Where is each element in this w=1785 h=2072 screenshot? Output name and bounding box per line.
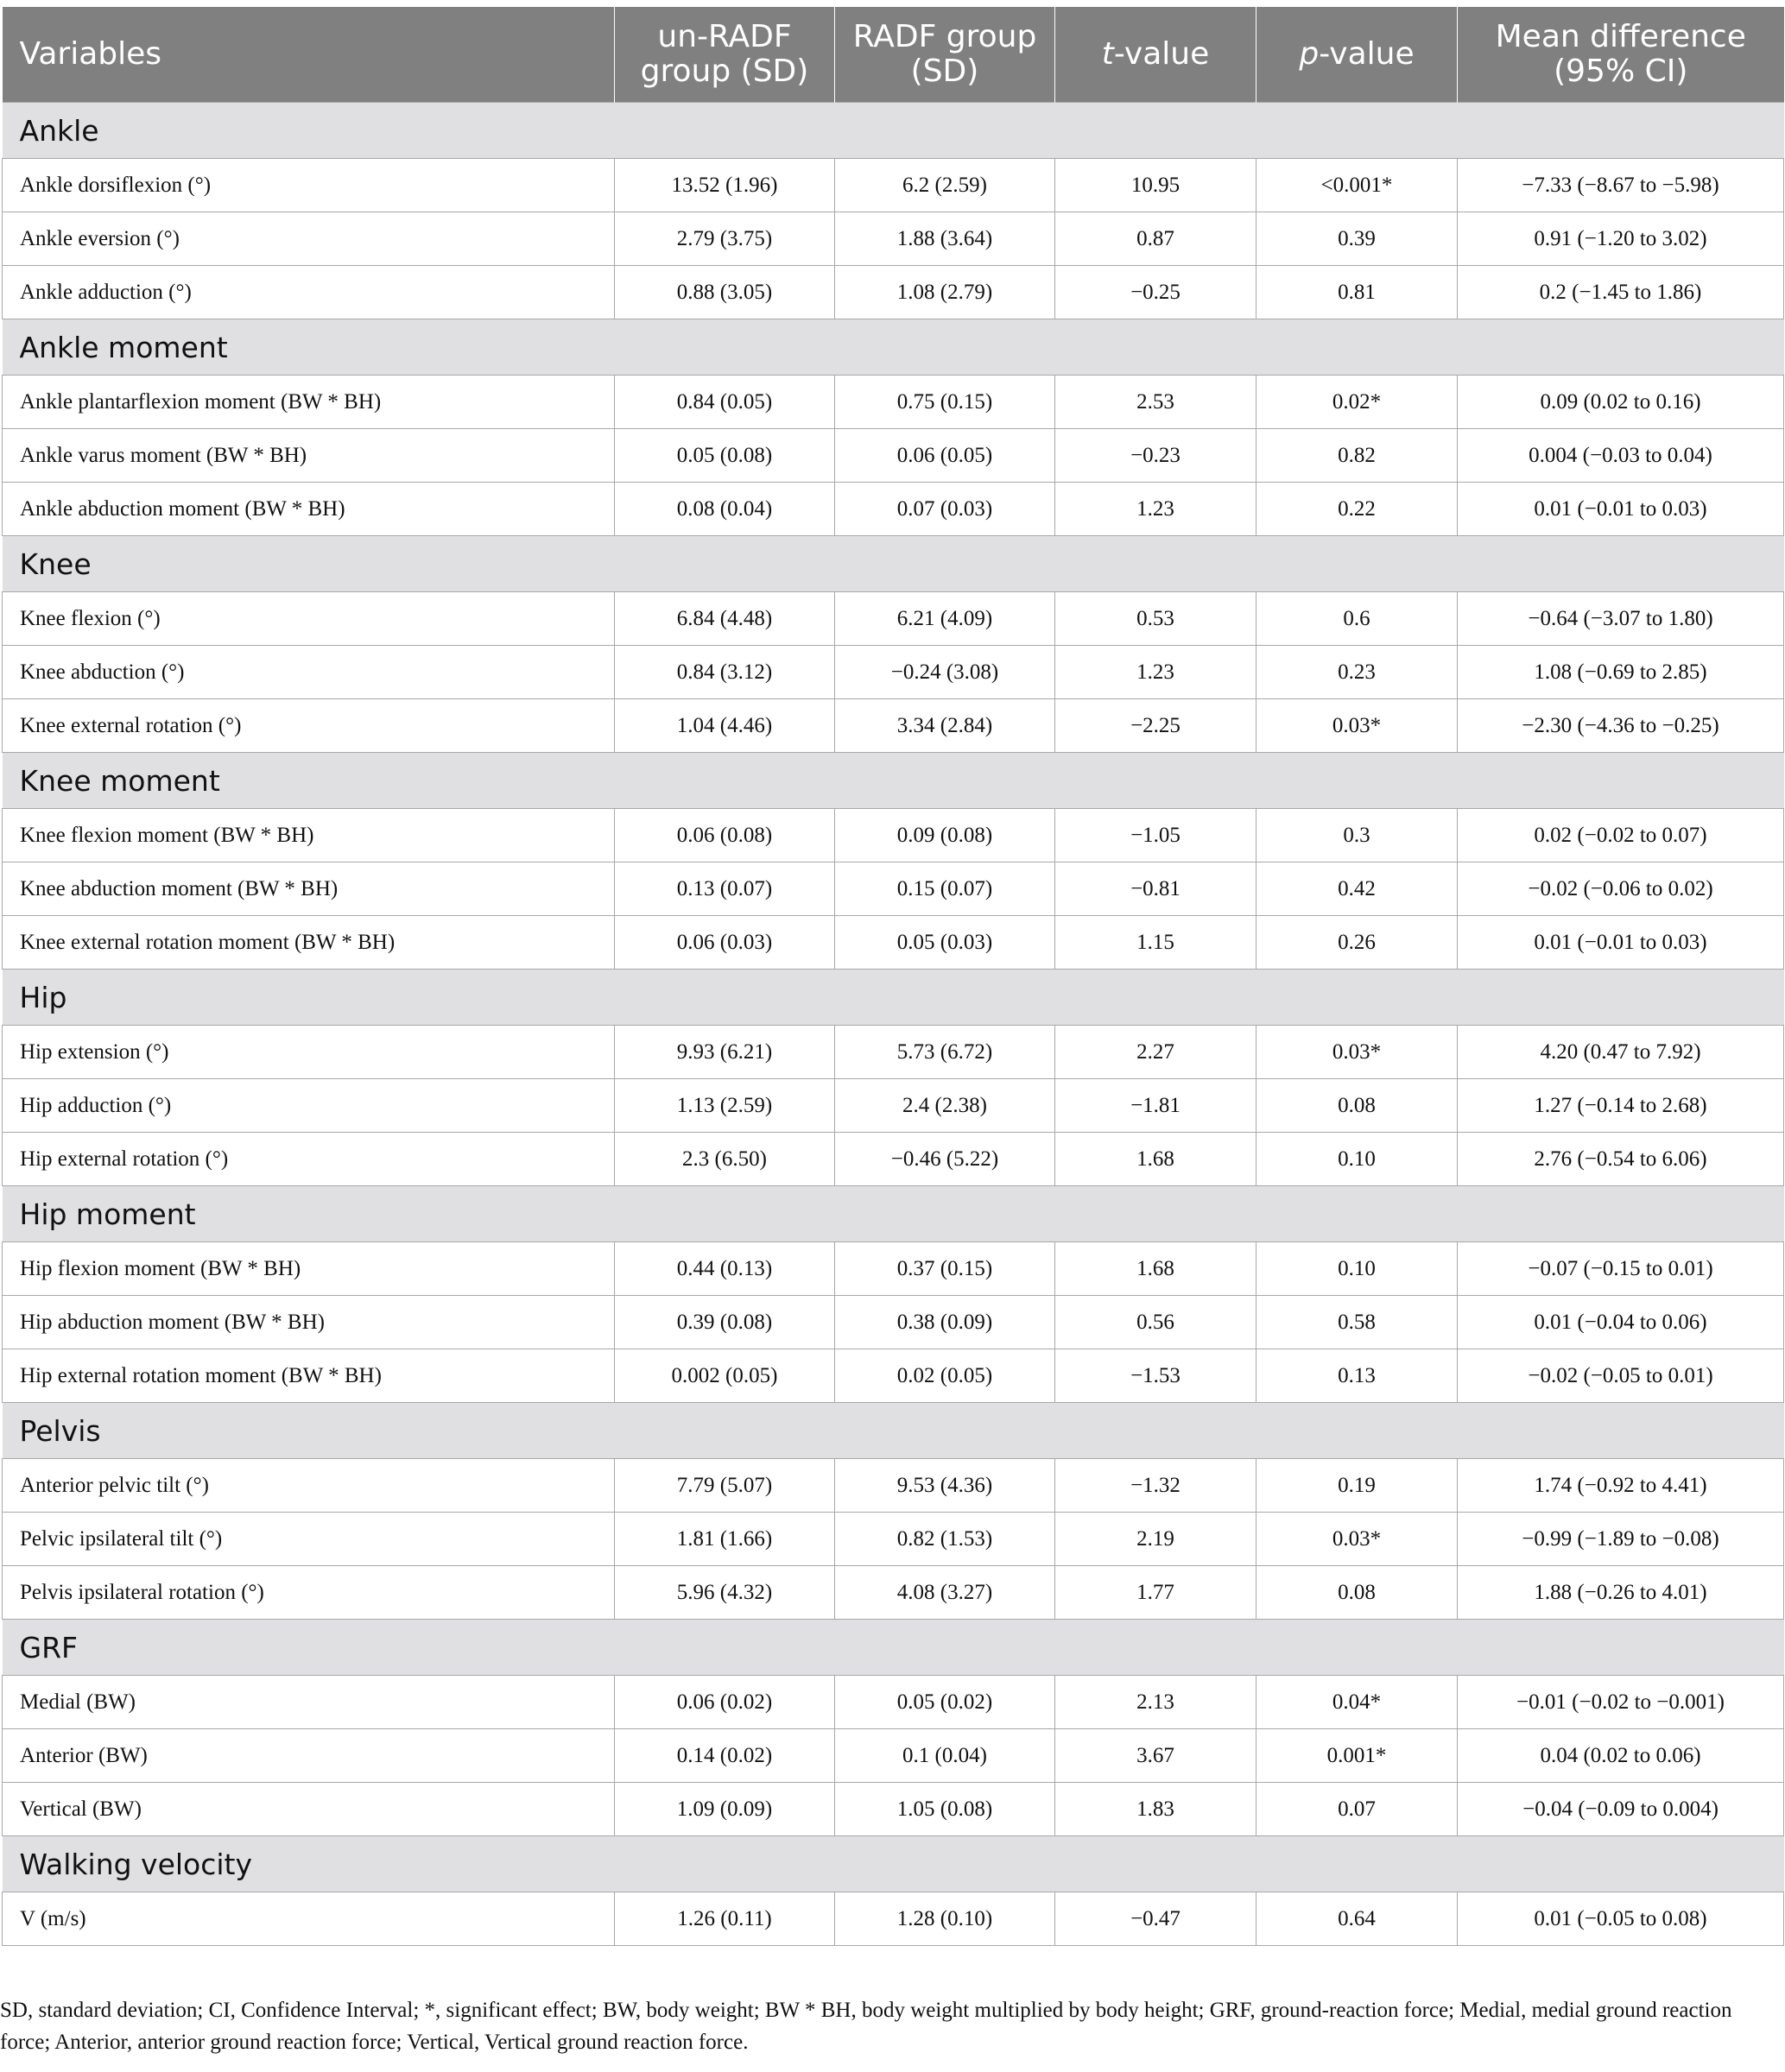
table-row xyxy=(3,159,1784,212)
section-title: Walking velocity xyxy=(3,1836,1784,1892)
value-cell: 0.002 (0.05) xyxy=(615,1349,835,1403)
variable-cell: Ankle abduction moment (BW * BH) xyxy=(3,483,615,536)
value-cell: 0.23 xyxy=(1256,646,1458,699)
variable-cell: Ankle adduction (°) xyxy=(3,266,615,319)
table-row xyxy=(3,862,1784,916)
table-row xyxy=(3,212,1784,266)
column-header-italic: p xyxy=(1299,36,1320,72)
value-cell: 0.06 (0.05) xyxy=(835,429,1055,483)
value-cell: 2.76 (−0.54 to 6.06) xyxy=(1458,1133,1784,1186)
section-title: Knee xyxy=(3,536,1784,592)
value-cell: 0.56 xyxy=(1055,1296,1256,1349)
table-body xyxy=(3,103,1784,1946)
value-cell: 0.91 (−1.20 to 3.02) xyxy=(1458,212,1784,266)
variable-cell: Hip external rotation moment (BW * BH) xyxy=(3,1349,615,1403)
variable-cell: Hip abduction moment (BW * BH) xyxy=(3,1296,615,1349)
section-title: Pelvis xyxy=(3,1403,1784,1459)
value-cell: 2.53 xyxy=(1055,376,1256,429)
variable-cell: Knee abduction moment (BW * BH) xyxy=(3,862,615,916)
value-cell: 0.2 (−1.45 to 1.86) xyxy=(1458,266,1784,319)
variable-cell: Ankle eversion (°) xyxy=(3,212,615,266)
variable-cell: Anterior (BW) xyxy=(3,1729,615,1783)
value-cell: 0.02* xyxy=(1256,376,1458,429)
value-cell: 0.13 (0.07) xyxy=(615,862,835,916)
section-row xyxy=(3,1186,1784,1242)
value-cell: 0.14 (0.02) xyxy=(615,1729,835,1783)
column-header xyxy=(615,7,835,103)
variable-cell: Medial (BW) xyxy=(3,1676,615,1729)
value-cell: 1.74 (−0.92 to 4.41) xyxy=(1458,1459,1784,1513)
value-cell: −2.30 (−4.36 to −0.25) xyxy=(1458,699,1784,753)
table-header xyxy=(3,7,1784,103)
value-cell: 0.6 xyxy=(1256,592,1458,646)
value-cell: 1.27 (−0.14 to 2.68) xyxy=(1458,1079,1784,1133)
variable-cell: Knee flexion moment (BW * BH) xyxy=(3,809,615,862)
value-cell: 5.96 (4.32) xyxy=(615,1566,835,1620)
value-cell: 0.88 (3.05) xyxy=(615,266,835,319)
value-cell: 0.75 (0.15) xyxy=(835,376,1055,429)
column-header-label: -value xyxy=(1319,36,1415,72)
value-cell: −0.47 xyxy=(1055,1892,1256,1946)
value-cell: 0.22 xyxy=(1256,483,1458,536)
value-cell: 1.77 xyxy=(1055,1566,1256,1620)
value-cell: 0.08 xyxy=(1256,1079,1458,1133)
section-row xyxy=(3,319,1784,376)
table-row xyxy=(3,1892,1784,1946)
variable-cell: Ankle plantarflexion moment (BW * BH) xyxy=(3,376,615,429)
value-cell: 0.004 (−0.03 to 0.04) xyxy=(1458,429,1784,483)
value-cell: −0.64 (−3.07 to 1.80) xyxy=(1458,592,1784,646)
value-cell: 6.21 (4.09) xyxy=(835,592,1055,646)
value-cell: −0.07 (−0.15 to 0.01) xyxy=(1458,1242,1784,1296)
variable-cell: Ankle dorsiflexion (°) xyxy=(3,159,615,212)
value-cell: −0.25 xyxy=(1055,266,1256,319)
value-cell: 0.001* xyxy=(1256,1729,1458,1783)
value-cell: −2.25 xyxy=(1055,699,1256,753)
section-title: Hip xyxy=(3,970,1784,1026)
value-cell: 0.07 xyxy=(1256,1783,1458,1836)
table-row xyxy=(3,1026,1784,1079)
value-cell: 1.09 (0.09) xyxy=(615,1783,835,1836)
value-cell: 1.23 xyxy=(1055,483,1256,536)
value-cell: 0.04 (0.02 to 0.06) xyxy=(1458,1729,1784,1783)
section-title: GRF xyxy=(3,1620,1784,1676)
section-row xyxy=(3,1620,1784,1676)
value-cell: 0.03* xyxy=(1256,1513,1458,1566)
table-row xyxy=(3,1242,1784,1296)
table-row xyxy=(3,376,1784,429)
column-header-label: Mean difference (95% CI) xyxy=(1495,19,1746,89)
table-row xyxy=(3,699,1784,753)
value-cell: 0.44 (0.13) xyxy=(615,1242,835,1296)
variable-cell: Hip external rotation (°) xyxy=(3,1133,615,1186)
value-cell: 10.95 xyxy=(1055,159,1256,212)
value-cell: 3.67 xyxy=(1055,1729,1256,1783)
value-cell: 0.10 xyxy=(1256,1133,1458,1186)
value-cell: 1.81 (1.66) xyxy=(615,1513,835,1566)
column-header-label: -value xyxy=(1113,36,1210,72)
value-cell: 0.39 (0.08) xyxy=(615,1296,835,1349)
value-cell: 0.02 (0.05) xyxy=(835,1349,1055,1403)
value-cell: 2.19 xyxy=(1055,1513,1256,1566)
value-cell: 2.3 (6.50) xyxy=(615,1133,835,1186)
variable-cell: Knee external rotation moment (BW * BH) xyxy=(3,916,615,970)
value-cell: −0.81 xyxy=(1055,862,1256,916)
value-cell: 0.03* xyxy=(1256,1026,1458,1079)
value-cell: 6.84 (4.48) xyxy=(615,592,835,646)
table-row xyxy=(3,1566,1784,1620)
variable-cell: Knee flexion (°) xyxy=(3,592,615,646)
variable-cell: Ankle varus moment (BW * BH) xyxy=(3,429,615,483)
variable-cell: Knee external rotation (°) xyxy=(3,699,615,753)
section-title: Ankle xyxy=(3,103,1784,159)
column-header xyxy=(1458,7,1784,103)
value-cell: −7.33 (−8.67 to −5.98) xyxy=(1458,159,1784,212)
value-cell: 0.06 (0.02) xyxy=(615,1676,835,1729)
value-cell: 0.84 (3.12) xyxy=(615,646,835,699)
value-cell: 0.05 (0.08) xyxy=(615,429,835,483)
section-row xyxy=(3,970,1784,1026)
value-cell: 0.09 (0.02 to 0.16) xyxy=(1458,376,1784,429)
section-title: Hip moment xyxy=(3,1186,1784,1242)
value-cell: −0.23 xyxy=(1055,429,1256,483)
value-cell: 9.93 (6.21) xyxy=(615,1026,835,1079)
value-cell: 0.42 xyxy=(1256,862,1458,916)
value-cell: 1.04 (4.46) xyxy=(615,699,835,753)
value-cell: −0.01 (−0.02 to −0.001) xyxy=(1458,1676,1784,1729)
column-header-label: Variables xyxy=(19,36,162,72)
section-row xyxy=(3,753,1784,809)
value-cell: 0.53 xyxy=(1055,592,1256,646)
value-cell: 2.4 (2.38) xyxy=(835,1079,1055,1133)
value-cell: 1.28 (0.10) xyxy=(835,1892,1055,1946)
value-cell: 0.84 (0.05) xyxy=(615,376,835,429)
variable-cell: Vertical (BW) xyxy=(3,1783,615,1836)
table-row xyxy=(3,1513,1784,1566)
value-cell: 0.39 xyxy=(1256,212,1458,266)
value-cell: 0.26 xyxy=(1256,916,1458,970)
value-cell: 0.82 xyxy=(1256,429,1458,483)
table-row xyxy=(3,1729,1784,1783)
table-row xyxy=(3,266,1784,319)
value-cell: 7.79 (5.07) xyxy=(615,1459,835,1513)
value-cell: 0.37 (0.15) xyxy=(835,1242,1055,1296)
value-cell: <0.001* xyxy=(1256,159,1458,212)
column-header xyxy=(835,7,1055,103)
table-row xyxy=(3,592,1784,646)
value-cell: 4.08 (3.27) xyxy=(835,1566,1055,1620)
value-cell: 0.04* xyxy=(1256,1676,1458,1729)
value-cell: 1.88 (−0.26 to 4.01) xyxy=(1458,1566,1784,1620)
value-cell: −0.02 (−0.06 to 0.02) xyxy=(1458,862,1784,916)
value-cell: 1.13 (2.59) xyxy=(615,1079,835,1133)
value-cell: −0.04 (−0.09 to 0.004) xyxy=(1458,1783,1784,1836)
column-header-label: RADF group (SD) xyxy=(852,19,1037,89)
value-cell: 0.02 (−0.02 to 0.07) xyxy=(1458,809,1784,862)
table-row xyxy=(3,1783,1784,1836)
value-cell: 0.1 (0.04) xyxy=(835,1729,1055,1783)
value-cell: 0.82 (1.53) xyxy=(835,1513,1055,1566)
column-header xyxy=(1055,7,1256,103)
section-title: Knee moment xyxy=(3,753,1784,809)
results-table xyxy=(2,7,1784,1946)
value-cell: 0.01 (−0.01 to 0.03) xyxy=(1458,916,1784,970)
value-cell: 0.08 xyxy=(1256,1566,1458,1620)
variable-cell: Pelvic ipsilateral tilt (°) xyxy=(3,1513,615,1566)
value-cell: 13.52 (1.96) xyxy=(615,159,835,212)
section-row xyxy=(3,536,1784,592)
value-cell: 1.05 (0.08) xyxy=(835,1783,1055,1836)
variable-cell: V (m/s) xyxy=(3,1892,615,1946)
value-cell: 0.09 (0.08) xyxy=(835,809,1055,862)
table-row xyxy=(3,1133,1784,1186)
value-cell: 0.05 (0.02) xyxy=(835,1676,1055,1729)
column-header xyxy=(1256,7,1458,103)
section-row xyxy=(3,1403,1784,1459)
value-cell: −1.53 xyxy=(1055,1349,1256,1403)
value-cell: 0.3 xyxy=(1256,809,1458,862)
value-cell: 0.64 xyxy=(1256,1892,1458,1946)
value-cell: 1.26 (0.11) xyxy=(615,1892,835,1946)
header-row xyxy=(3,7,1784,103)
value-cell: 2.27 xyxy=(1055,1026,1256,1079)
value-cell: 0.06 (0.08) xyxy=(615,809,835,862)
table-row xyxy=(3,809,1784,862)
value-cell: −0.46 (5.22) xyxy=(835,1133,1055,1186)
value-cell: 1.08 (−0.69 to 2.85) xyxy=(1458,646,1784,699)
value-cell: 1.68 xyxy=(1055,1242,1256,1296)
value-cell: −0.02 (−0.05 to 0.01) xyxy=(1458,1349,1784,1403)
value-cell: −0.99 (−1.89 to −0.08) xyxy=(1458,1513,1784,1566)
value-cell: 0.01 (−0.05 to 0.08) xyxy=(1458,1892,1784,1946)
value-cell: 0.15 (0.07) xyxy=(835,862,1055,916)
value-cell: 0.08 (0.04) xyxy=(615,483,835,536)
value-cell: 0.01 (−0.04 to 0.06) xyxy=(1458,1296,1784,1349)
value-cell: 2.79 (3.75) xyxy=(615,212,835,266)
value-cell: 1.15 xyxy=(1055,916,1256,970)
table-row xyxy=(3,646,1784,699)
value-cell: 0.13 xyxy=(1256,1349,1458,1403)
column-header-label: un-RADF group (SD) xyxy=(640,19,809,89)
value-cell: 0.01 (−0.01 to 0.03) xyxy=(1458,483,1784,536)
value-cell: 0.38 (0.09) xyxy=(835,1296,1055,1349)
value-cell: 3.34 (2.84) xyxy=(835,699,1055,753)
value-cell: 0.07 (0.03) xyxy=(835,483,1055,536)
value-cell: 0.81 xyxy=(1256,266,1458,319)
value-cell: −1.32 xyxy=(1055,1459,1256,1513)
value-cell: 1.88 (3.64) xyxy=(835,212,1055,266)
value-cell: −1.81 xyxy=(1055,1079,1256,1133)
table-row xyxy=(3,1349,1784,1403)
table-footnote: SD, standard deviation; CI, Confidence Interval; *, significant effect; BW, body weight; BW * BH, body weight multiplied by body height; GRF, ground-reaction force; Medial, medial ground reaction force; Anterior, anterior ground reaction force; Vertical, Vertical ground reaction force. xyxy=(0,1999,1732,2054)
value-cell: 0.87 xyxy=(1055,212,1256,266)
variable-cell: Pelvis ipsilateral rotation (°) xyxy=(3,1566,615,1620)
variable-cell: Knee abduction (°) xyxy=(3,646,615,699)
value-cell: 1.23 xyxy=(1055,646,1256,699)
value-cell: 0.05 (0.03) xyxy=(835,916,1055,970)
value-cell: 0.19 xyxy=(1256,1459,1458,1513)
section-row xyxy=(3,103,1784,159)
value-cell: −1.05 xyxy=(1055,809,1256,862)
table-row xyxy=(3,916,1784,970)
value-cell: 4.20 (0.47 to 7.92) xyxy=(1458,1026,1784,1079)
table-row xyxy=(3,1079,1784,1133)
value-cell: 2.13 xyxy=(1055,1676,1256,1729)
value-cell: −0.24 (3.08) xyxy=(835,646,1055,699)
value-cell: 6.2 (2.59) xyxy=(835,159,1055,212)
variable-cell: Hip extension (°) xyxy=(3,1026,615,1079)
column-header xyxy=(3,7,615,103)
section-row xyxy=(3,1836,1784,1892)
column-header-italic: t xyxy=(1101,36,1114,72)
value-cell: 1.83 xyxy=(1055,1783,1256,1836)
value-cell: 1.08 (2.79) xyxy=(835,266,1055,319)
table-row xyxy=(3,483,1784,536)
table-row xyxy=(3,1459,1784,1513)
variable-cell: Anterior pelvic tilt (°) xyxy=(3,1459,615,1513)
value-cell: 0.06 (0.03) xyxy=(615,916,835,970)
value-cell: 0.58 xyxy=(1256,1296,1458,1349)
table-row xyxy=(3,1296,1784,1349)
variable-cell: Hip flexion moment (BW * BH) xyxy=(3,1242,615,1296)
value-cell: 1.68 xyxy=(1055,1133,1256,1186)
value-cell: 0.03* xyxy=(1256,699,1458,753)
variable-cell: Hip adduction (°) xyxy=(3,1079,615,1133)
value-cell: 5.73 (6.72) xyxy=(835,1026,1055,1079)
section-title: Ankle moment xyxy=(3,319,1784,376)
table-row xyxy=(3,429,1784,483)
value-cell: 9.53 (4.36) xyxy=(835,1459,1055,1513)
value-cell: 0.10 xyxy=(1256,1242,1458,1296)
table-row xyxy=(3,1676,1784,1729)
